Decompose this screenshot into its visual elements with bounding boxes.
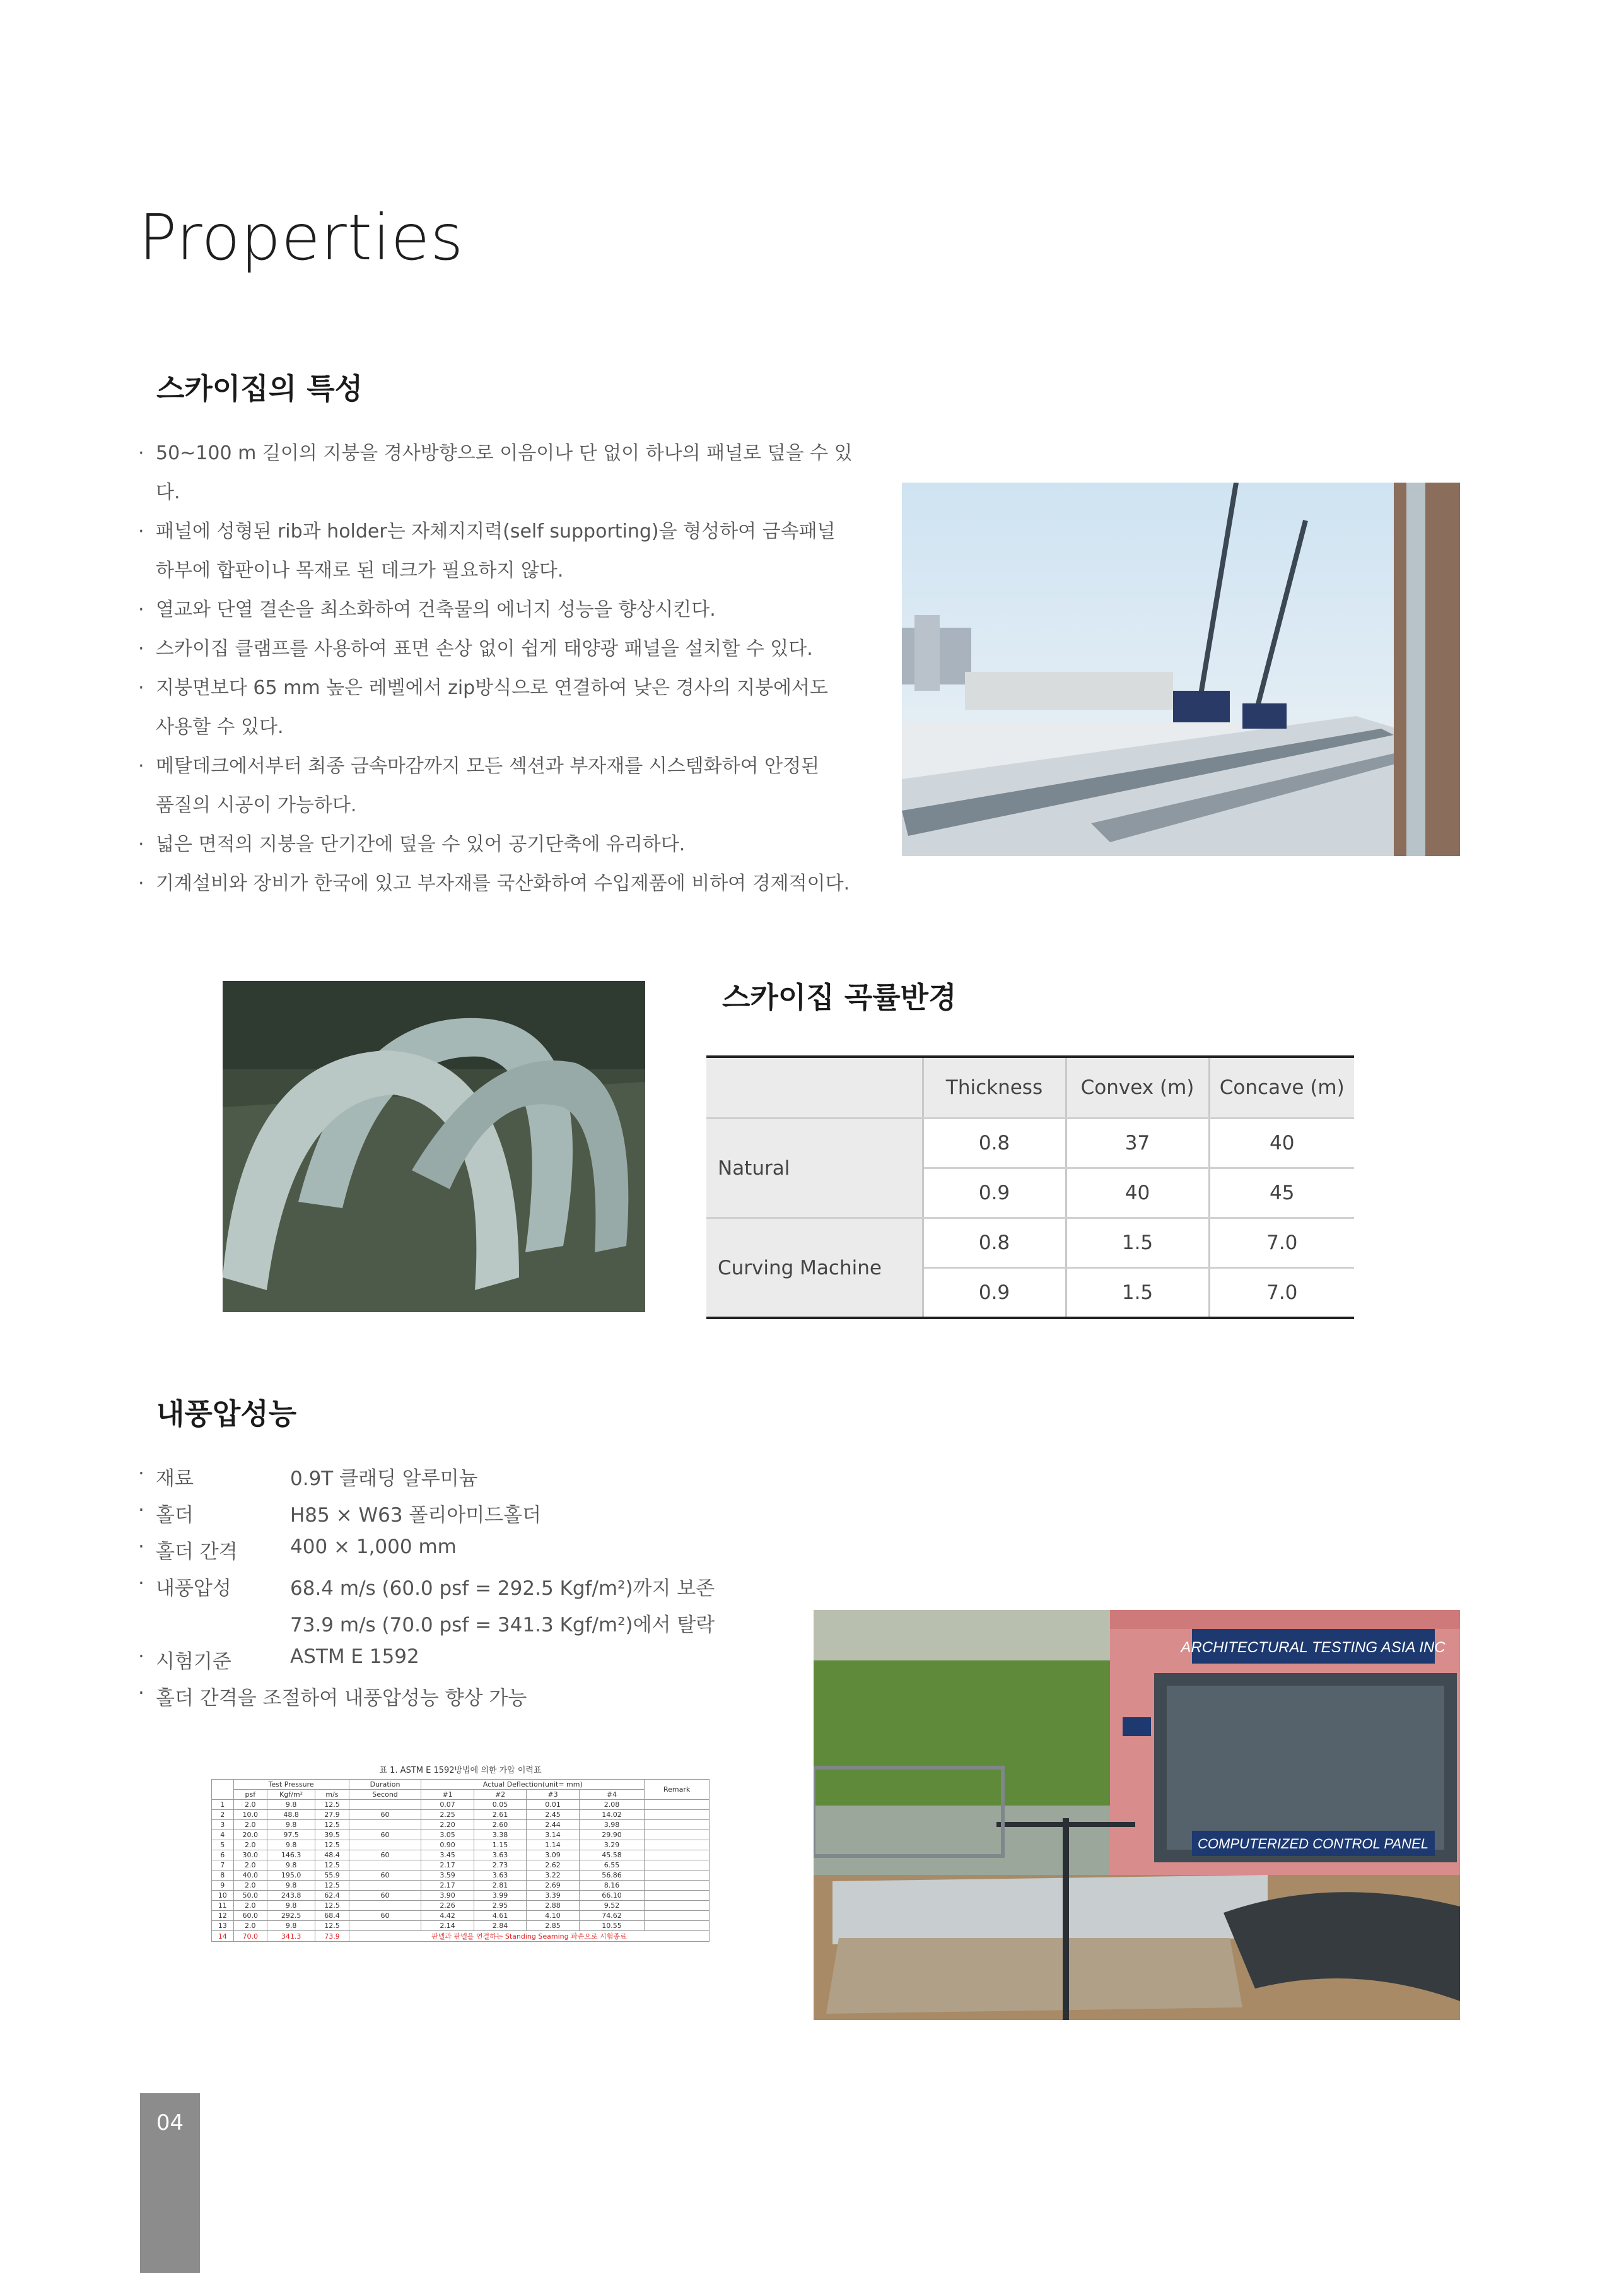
table-cell: 0.8 xyxy=(923,1218,1066,1268)
test-table-row xyxy=(212,1921,710,1931)
spec-value: H85 × W63 폴리아미드홀더 xyxy=(290,1504,542,1527)
feature-item: · 열교와 단열 결손을 최소화하여 건축물의 에너지 성능을 향상시킨다. xyxy=(136,590,867,630)
spec-note: · 홀더 간격을 조절하여 내풍압성능 향상 가능 xyxy=(136,1682,527,1710)
header-cell xyxy=(706,1058,923,1119)
test-table-row xyxy=(212,1911,710,1921)
test-cell: 62.4 xyxy=(315,1891,349,1901)
table-row xyxy=(706,1218,1354,1268)
spec-key: · 시험기준 xyxy=(136,1645,307,1674)
test-cell: 40.0 xyxy=(233,1871,267,1881)
header-cell: Concave (m) xyxy=(1209,1058,1354,1119)
test-cell: 3.38 xyxy=(474,1830,526,1840)
table-header-row xyxy=(706,1058,1354,1119)
test-cell: 68.4 xyxy=(315,1911,349,1921)
test-table-row xyxy=(212,1820,710,1830)
test-cell: 12 xyxy=(212,1911,234,1921)
feature-item: · 메탈데크에서부터 최종 금속마감까지 모든 섹션과 부자재를 시스템화하여 안정된 xyxy=(136,747,867,786)
test-cell: 12.5 xyxy=(315,1901,349,1911)
header-cell: Convex (m) xyxy=(1066,1058,1209,1119)
test-cell: 2.0 xyxy=(233,1860,267,1871)
test-table-row xyxy=(212,1860,710,1871)
test-cell: 8 xyxy=(212,1871,234,1881)
table-cell: 7.0 xyxy=(1209,1268,1354,1319)
test-table-head xyxy=(212,1780,710,1790)
test-cell: 2.0 xyxy=(233,1820,267,1830)
test-cell: 3.63 xyxy=(474,1871,526,1881)
test-cell: 10.55 xyxy=(579,1921,644,1931)
row-group-label: Natural xyxy=(706,1119,923,1218)
test-cell: 2.14 xyxy=(421,1921,474,1931)
spec-key: · 내풍압성 xyxy=(136,1572,307,1600)
test-table-row xyxy=(212,1810,710,1820)
test-cell: 9.8 xyxy=(267,1820,315,1830)
test-cell: 3.22 xyxy=(527,1871,579,1881)
test-cell-remark xyxy=(645,1921,710,1931)
test-cell: 2.69 xyxy=(527,1881,579,1891)
test-cell: 45.58 xyxy=(579,1850,644,1860)
test-cell: 27.9 xyxy=(315,1810,349,1820)
test-cell: 2.62 xyxy=(527,1860,579,1871)
test-cell: 146.3 xyxy=(267,1850,315,1860)
test-table-row xyxy=(212,1850,710,1860)
test-cell: 56.86 xyxy=(579,1871,644,1881)
table-cell: 0.9 xyxy=(923,1168,1066,1218)
test-cell xyxy=(349,1901,421,1911)
table-cell: 0.8 xyxy=(923,1119,1066,1168)
test-cell: 60 xyxy=(349,1810,421,1820)
table-cell: 40 xyxy=(1066,1168,1209,1218)
test-cell: 2.08 xyxy=(579,1800,644,1810)
test-cell: 10 xyxy=(212,1891,234,1901)
test-table-row xyxy=(212,1881,710,1891)
test-head-cell: #4 xyxy=(579,1790,644,1800)
test-cell: 9.52 xyxy=(579,1901,644,1911)
spec-value: 73.9 m/s (70.0 psf = 341.3 Kgf/m²)에서 탈락 xyxy=(290,1614,715,1636)
test-cell: 2.85 xyxy=(527,1921,579,1931)
test-head-cell xyxy=(212,1780,234,1800)
test-cell: 12.5 xyxy=(315,1881,349,1891)
test-table-row xyxy=(212,1871,710,1881)
table-cell: 37 xyxy=(1066,1119,1209,1168)
spec-key: · 재료 xyxy=(136,1462,307,1491)
test-cell: 0.05 xyxy=(474,1800,526,1810)
test-cell: 3.59 xyxy=(421,1871,474,1881)
feature-item: · 패널에 성형된 rib과 holder는 자체지지력(self supporting)을 형성하여 금속패널 xyxy=(136,512,867,551)
test-cell: 70.0 xyxy=(233,1931,267,1942)
test-cell: 9.8 xyxy=(267,1840,315,1850)
test-cell: 3.29 xyxy=(579,1840,644,1850)
test-head-cell: Test Pressure xyxy=(233,1780,349,1790)
test-table-row xyxy=(212,1931,710,1942)
test-cell: 13 xyxy=(212,1921,234,1931)
test-cell: 9.8 xyxy=(267,1881,315,1891)
test-cell: 2.17 xyxy=(421,1860,474,1871)
test-cell: 2.45 xyxy=(527,1810,579,1820)
test-cell: 2.61 xyxy=(474,1810,526,1820)
test-head-cell: Kgf/m² xyxy=(267,1790,315,1800)
test-cell: 20.0 xyxy=(233,1830,267,1840)
test-cell: 2.0 xyxy=(233,1921,267,1931)
test-cell: 9.8 xyxy=(267,1921,315,1931)
table-cell: 45 xyxy=(1209,1168,1354,1218)
curved-panels-photo xyxy=(223,981,645,1312)
header-cell: Thickness xyxy=(923,1058,1066,1119)
page-title: Properties xyxy=(139,201,464,274)
test-cell: 7 xyxy=(212,1860,234,1871)
section-title-curvature: 스카이집 곡률반경 xyxy=(722,980,957,1014)
test-cell: 3.45 xyxy=(421,1850,474,1860)
feature-item: · 지붕면보다 65 mm 높은 레벨에서 zip방식으로 연결하여 낮은 경사의 지붕에서도 xyxy=(136,669,867,708)
spec-value: 0.9T 클래딩 알루미늄 xyxy=(290,1467,478,1490)
test-cell: 9.8 xyxy=(267,1901,315,1911)
test-cell: 60 xyxy=(349,1911,421,1921)
test-cell: 2.44 xyxy=(527,1820,579,1830)
test-cell: 8.16 xyxy=(579,1881,644,1891)
test-cell: 39.5 xyxy=(315,1830,349,1840)
spec-key: · 홀더 xyxy=(136,1499,307,1527)
test-cell: 243.8 xyxy=(267,1891,315,1901)
test-cell: 2.95 xyxy=(474,1901,526,1911)
table-cell: 7.0 xyxy=(1209,1218,1354,1268)
table-row xyxy=(706,1119,1354,1168)
test-cell-note: 판넬과 판넬을 연결하는 Standing Seaming 파손으로 시험종료 xyxy=(349,1931,709,1942)
test-cell: 292.5 xyxy=(267,1911,315,1921)
test-cell-remark xyxy=(645,1830,710,1840)
test-cell-remark xyxy=(645,1911,710,1921)
section-title-wind: 내풍압성능 xyxy=(156,1397,297,1431)
table-cell: 1.5 xyxy=(1066,1218,1209,1268)
test-head-cell: #1 xyxy=(421,1790,474,1800)
feature-item-cont: 하부에 합판이나 목재로 된 데크가 필요하지 않다. xyxy=(156,560,564,582)
test-cell: 4.10 xyxy=(527,1911,579,1921)
test-cell-remark xyxy=(645,1901,710,1911)
control-sign-text: COMPUTERIZED CONTROL PANEL xyxy=(1198,1836,1428,1852)
test-head-cell: psf xyxy=(233,1790,267,1800)
test-table-caption: 표 1. ASTM E 1592방법에 의한 가압 이력표 xyxy=(379,1766,542,1775)
test-cell-remark xyxy=(645,1891,710,1901)
test-cell: 12.5 xyxy=(315,1820,349,1830)
crane-installation-photo xyxy=(902,483,1460,856)
test-cell xyxy=(349,1881,421,1891)
features-list xyxy=(136,434,867,903)
test-cell: 14 xyxy=(212,1931,234,1942)
test-pressure-table xyxy=(211,1779,710,1942)
test-cell: 12.5 xyxy=(315,1921,349,1931)
testing-lab-photo xyxy=(814,1610,1460,2020)
test-cell: 12.5 xyxy=(315,1840,349,1850)
test-table-row xyxy=(212,1901,710,1911)
lab-sign-text: ARCHITECTURAL TESTING ASIA INC xyxy=(1181,1639,1446,1656)
test-cell: 3.98 xyxy=(579,1820,644,1830)
test-cell: 3.39 xyxy=(527,1891,579,1901)
test-table-row xyxy=(212,1891,710,1901)
test-cell: 97.5 xyxy=(267,1830,315,1840)
test-cell: 3.14 xyxy=(527,1830,579,1840)
test-cell: 14.02 xyxy=(579,1810,644,1820)
test-cell: 341.3 xyxy=(267,1931,315,1942)
test-cell: 2.26 xyxy=(421,1901,474,1911)
test-cell: 2.0 xyxy=(233,1901,267,1911)
test-cell: 1 xyxy=(212,1800,234,1810)
test-cell: 0.90 xyxy=(421,1840,474,1850)
table-cell: 1.5 xyxy=(1066,1268,1209,1319)
test-cell: 60 xyxy=(349,1871,421,1881)
test-cell-remark xyxy=(645,1871,710,1881)
feature-item: · 기계설비와 장비가 한국에 있고 부자재를 국산화하여 수입제품에 비하여 경제적이다. xyxy=(136,864,867,903)
test-table-row xyxy=(212,1800,710,1810)
test-head-cell: Duration xyxy=(349,1780,421,1790)
test-cell: 4 xyxy=(212,1830,234,1840)
test-cell: 9.8 xyxy=(267,1860,315,1871)
test-cell: 4.42 xyxy=(421,1911,474,1921)
test-cell-remark xyxy=(645,1881,710,1891)
test-cell: 4.61 xyxy=(474,1911,526,1921)
test-cell-remark xyxy=(645,1850,710,1860)
test-cell xyxy=(349,1800,421,1810)
test-cell: 2.0 xyxy=(233,1800,267,1810)
test-cell: 30.0 xyxy=(233,1850,267,1860)
test-cell: 195.0 xyxy=(267,1871,315,1881)
spec-value: 68.4 m/s (60.0 psf = 292.5 Kgf/m²)까지 보존 xyxy=(290,1577,715,1600)
page-number: 04 xyxy=(156,2110,184,2135)
test-cell: 60 xyxy=(349,1850,421,1860)
test-head-cell: m/s xyxy=(315,1790,349,1800)
test-table-row xyxy=(212,1840,710,1850)
test-cell-remark xyxy=(645,1810,710,1820)
test-cell xyxy=(349,1860,421,1871)
test-cell xyxy=(349,1820,421,1830)
curvature-table xyxy=(706,1058,1354,1319)
test-cell: 0.07 xyxy=(421,1800,474,1810)
test-cell: 2.17 xyxy=(421,1881,474,1891)
test-cell: 3.63 xyxy=(474,1850,526,1860)
test-cell: 2 xyxy=(212,1810,234,1820)
test-head-cell: Second xyxy=(349,1790,421,1800)
test-cell: 3.09 xyxy=(527,1850,579,1860)
test-cell: 6 xyxy=(212,1850,234,1860)
test-cell: 3.90 xyxy=(421,1891,474,1901)
test-head-cell: Remark xyxy=(645,1780,710,1800)
test-cell: 2.81 xyxy=(474,1881,526,1891)
test-cell: 48.8 xyxy=(267,1810,315,1820)
test-cell: 3.05 xyxy=(421,1830,474,1840)
test-head-cell: #3 xyxy=(527,1790,579,1800)
test-cell: 50.0 xyxy=(233,1891,267,1901)
spec-value: 400 × 1,000 mm xyxy=(290,1536,457,1558)
test-cell: 10.0 xyxy=(233,1810,267,1820)
test-cell-remark xyxy=(645,1840,710,1850)
test-cell: 60 xyxy=(349,1891,421,1901)
test-cell: 74.62 xyxy=(579,1911,644,1921)
test-cell: 66.10 xyxy=(579,1891,644,1901)
test-cell-remark xyxy=(645,1820,710,1830)
test-cell xyxy=(349,1840,421,1850)
test-cell: 55.9 xyxy=(315,1871,349,1881)
test-cell: 48.4 xyxy=(315,1850,349,1860)
test-cell: 12.5 xyxy=(315,1860,349,1871)
test-cell: 6.55 xyxy=(579,1860,644,1871)
test-cell: 73.9 xyxy=(315,1931,349,1942)
test-cell: 3 xyxy=(212,1820,234,1830)
test-table-row xyxy=(212,1830,710,1840)
test-cell: 1.15 xyxy=(474,1840,526,1850)
test-cell: 0.01 xyxy=(527,1800,579,1810)
test-cell: 2.25 xyxy=(421,1810,474,1820)
feature-item-cont: 사용할 수 있다. xyxy=(156,716,284,738)
row-group-label: Curving Machine xyxy=(706,1218,923,1319)
feature-item-cont: 품질의 시공이 가능하다. xyxy=(156,794,357,816)
test-head-cell: Actual Deflection(unit= mm) xyxy=(421,1780,645,1790)
test-cell: 60.0 xyxy=(233,1911,267,1921)
test-cell: 2.60 xyxy=(474,1820,526,1830)
table-cell: 40 xyxy=(1209,1119,1354,1168)
test-cell xyxy=(349,1921,421,1931)
test-cell: 5 xyxy=(212,1840,234,1850)
test-cell-remark xyxy=(645,1800,710,1810)
feature-item: · 넓은 면적의 지붕을 단기간에 덮을 수 있어 공기단축에 유리하다. xyxy=(136,825,867,864)
test-cell: 2.88 xyxy=(527,1901,579,1911)
test-head-cell: #2 xyxy=(474,1790,526,1800)
test-cell: 2.84 xyxy=(474,1921,526,1931)
test-cell: 3.99 xyxy=(474,1891,526,1901)
section-title-features: 스카이집의 특성 xyxy=(156,372,363,406)
test-cell: 2.0 xyxy=(233,1840,267,1850)
feature-item: · 스카이집 클램프를 사용하여 표면 손상 없이 쉽게 태양광 패널을 설치할 수 있다. xyxy=(136,630,867,669)
test-cell: 1.14 xyxy=(527,1840,579,1850)
test-cell: 11 xyxy=(212,1901,234,1911)
test-cell: 9.8 xyxy=(267,1800,315,1810)
feature-item: · 50~100 m 길이의 지붕을 경사방향으로 이음이나 단 없이 하나의 패널로 덮을 수 있다. xyxy=(136,434,867,512)
test-table-head xyxy=(212,1790,710,1800)
test-cell: 2.73 xyxy=(474,1860,526,1871)
test-cell: 12.5 xyxy=(315,1800,349,1810)
test-cell: 2.20 xyxy=(421,1820,474,1830)
test-cell: 60 xyxy=(349,1830,421,1840)
test-cell: 2.0 xyxy=(233,1881,267,1891)
test-cell-remark xyxy=(645,1860,710,1871)
test-cell: 29.90 xyxy=(579,1830,644,1840)
spec-key: · 홀더 간격 xyxy=(136,1536,307,1564)
table-cell: 0.9 xyxy=(923,1268,1066,1319)
spec-value: ASTM E 1592 xyxy=(290,1645,419,1668)
test-cell: 9 xyxy=(212,1881,234,1891)
